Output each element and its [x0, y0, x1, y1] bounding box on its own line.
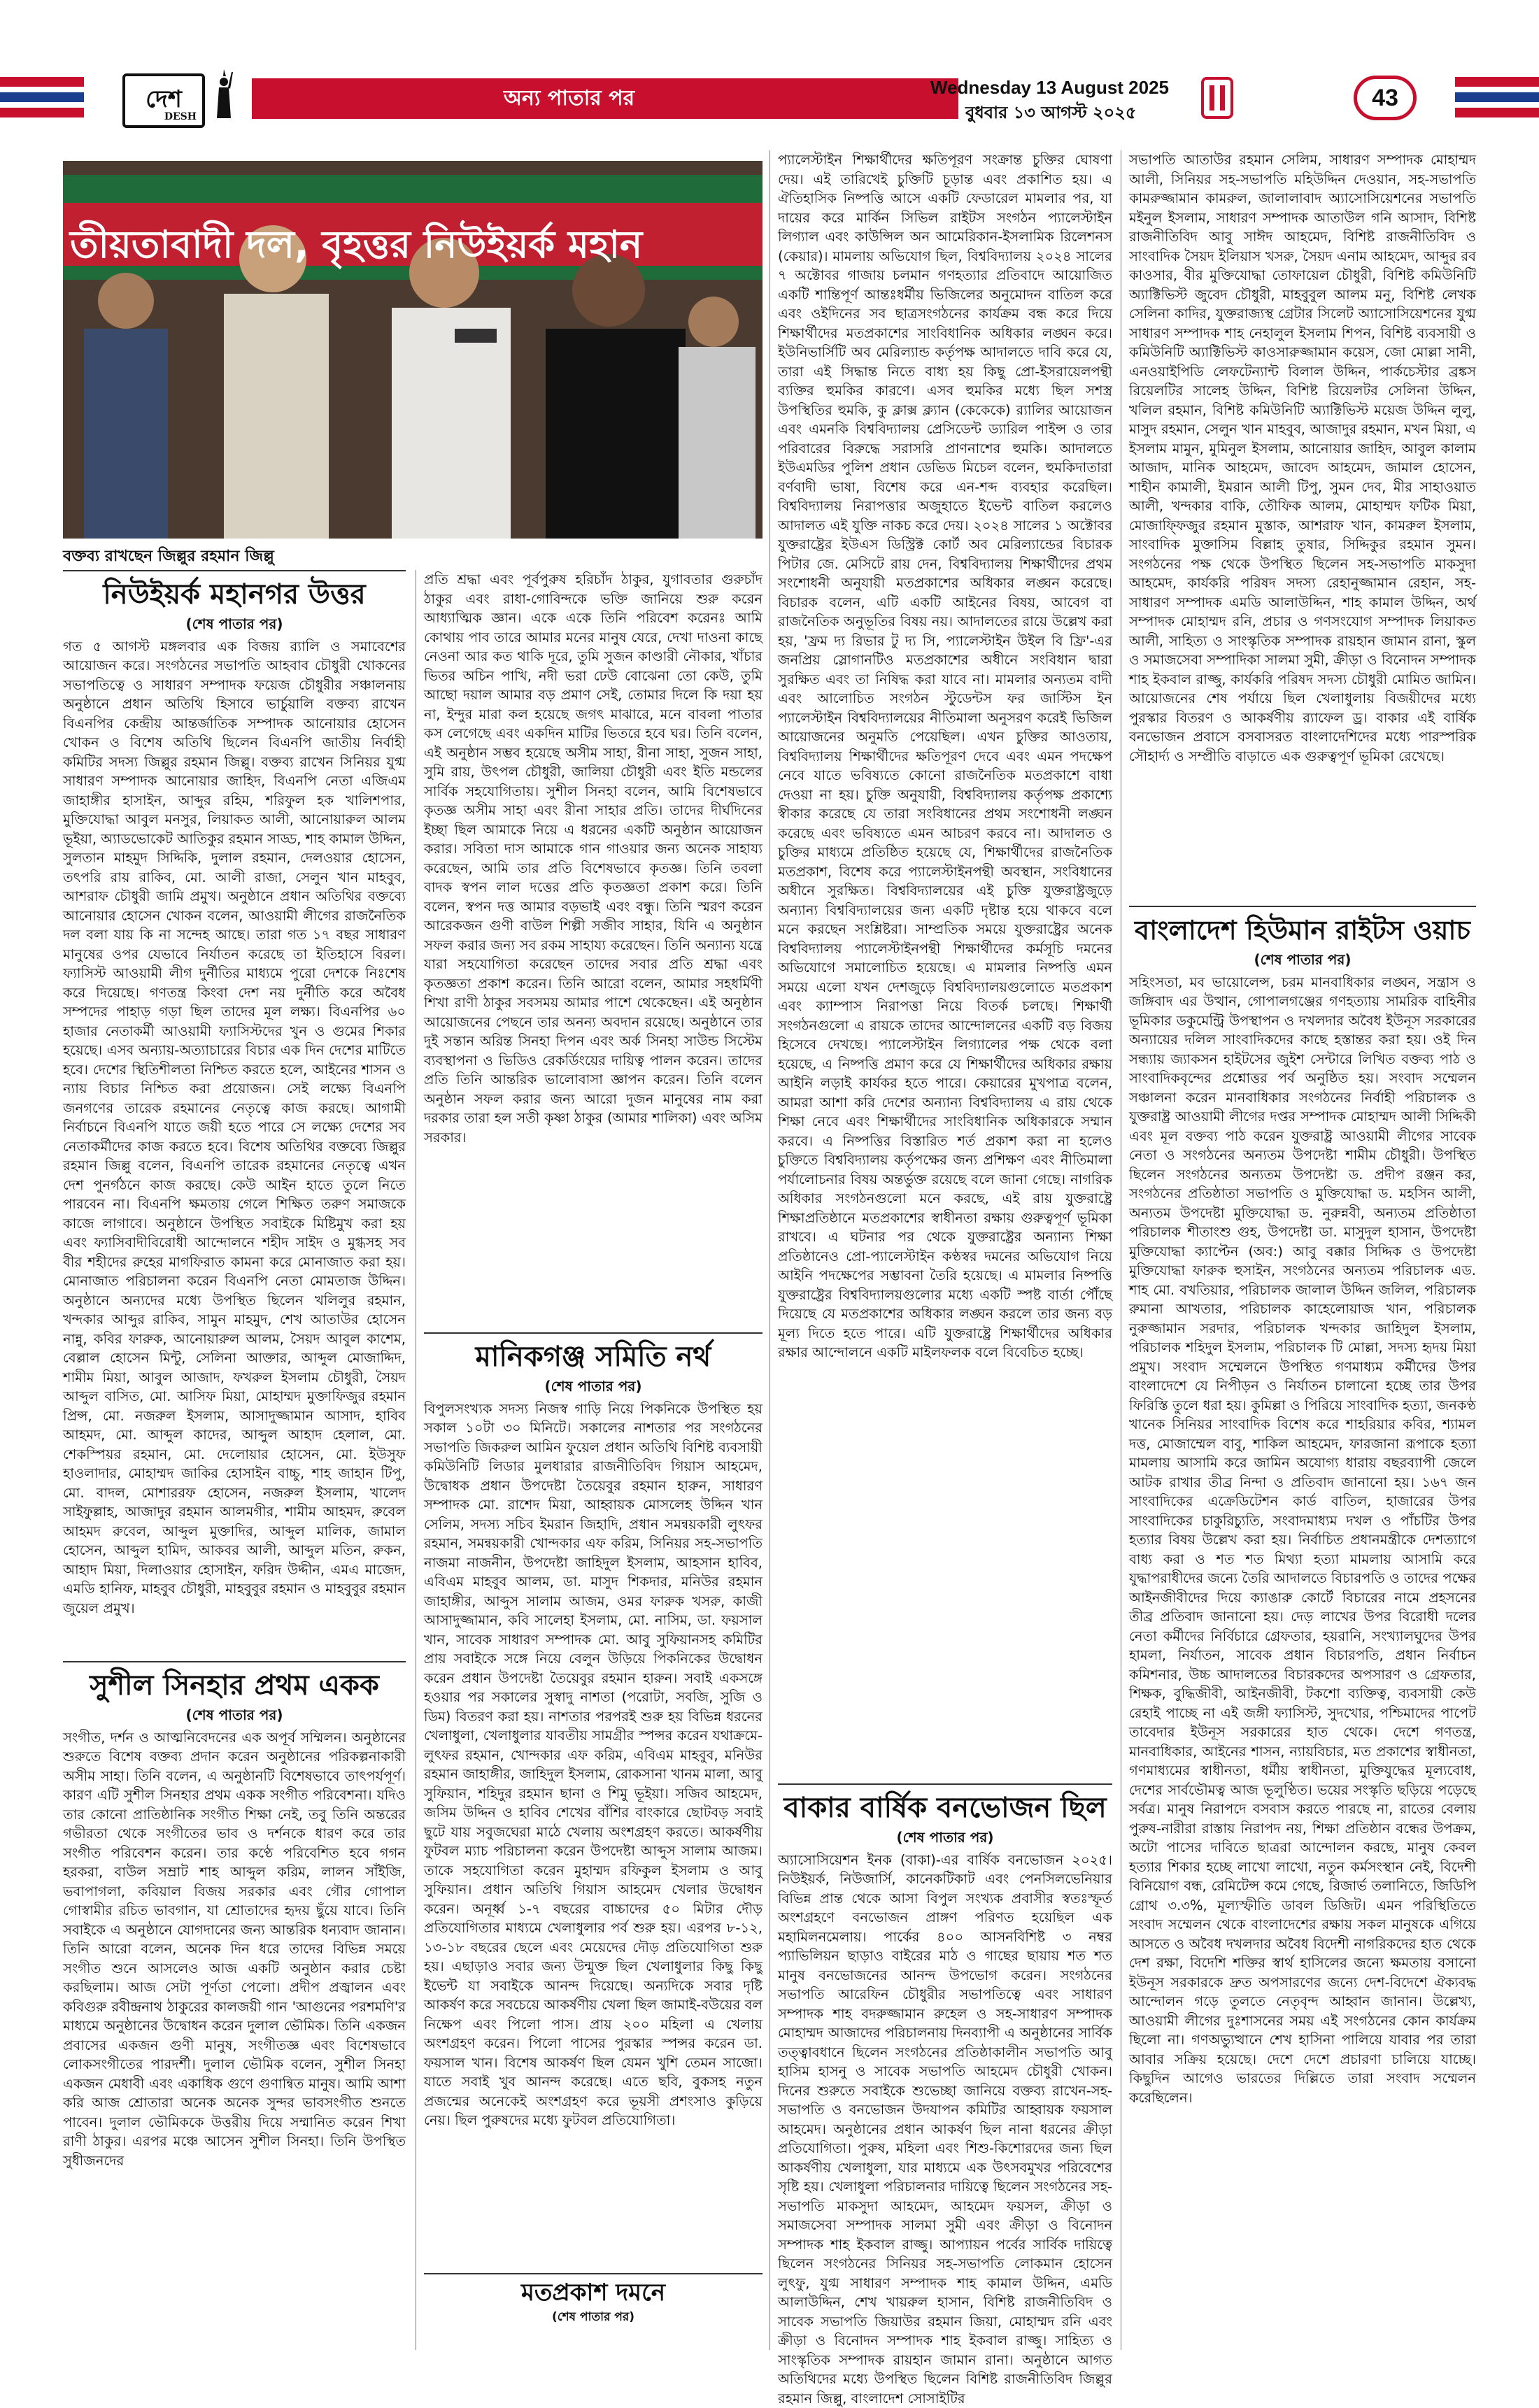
article-manikganj — [424, 1332, 763, 2266]
article-body: বিপুলসংখ্যক সদস্য নিজস্ব গাড়ি নিয়ে পিকনিকে উপস্থিত হয় সকাল ১০টা ৩০ মিনিটে। সকালের নাশতার পর সংগঠনের সভাপতি জিকরুল আমিন ফুয়েল প্রধান অতিথি বিশিষ্ট ব্যবসায়ী কমিউনিটি লিডার মুলধারার রাজনীতিবিদ গিয়াস আহমেদ, উদ্বোধক প্রধান উপদেষ্টা তৈয়েবুর রহমান হারুন, সাধারণ সম্পাদক মো. রাশেদ মিয়া, আহ্বায়ক মোসলেহ উদ্দিন খান সেলিম, সদস্য সচিব ইমরান জিহাদি, প্রধান সমন্বয়কারী লুৎফর রহমান, সমন্বয়কারী খোন্দকার এফ করিম, সিনিয়র সহ-সভাপতি নাজমা নাজনীন, উপদেষ্টা জাহিদুল ইসলাম, আহসান হাবিব, এবিএম মাহবুব আলম, ডা. মাসুদ শিকদার, মনিউর রহমান জাহাঙ্গীর, আব্দুস সালাম আজম, ওমর ফারুক খসরু, কাজী আসাদুজ্জামান, কবি সালেহা ইসলাম, মো. নাসিম, ডা. ফয়সাল খান, সাবেক সাধারণ সম্পাদক মো. আবু সুফিয়ানসহ কমিটির প্রায় সবাইকে সঙ্গে নিয়ে বেলুন উড়িয়ে পিকনিকের উদ্বোধন করেন প্রধান উপদেষ্টা তৈয়েবুর রহমান হারুন। সবাই একসঙ্গে হওয়ার পর সকালের সুস্বাদু নাশতা (পরোটা, সবজি, সুজি ও ডিম) বিতরণ করা হয়। নাশতার পরপরই শুরু হয় বিভিন্ন ধরনের খেলাধুলা, খেলাধুলার যাবতীয় সামগ্রীর স্পন্সর করেন যথাক্রমে-লুৎফর রহমান, খোন্দকার এফ করিম, এবিএম মাহবুব, মনিউর রহমান জাহাঙ্গীর, জাহিদুল ইসলাম, রোকসানা খানম মালা, আবু সুফিয়ান, শহিদুর রহমান ছানা ও শিমু ভূইয়া। সজিব আহমেদ, জসিম উদ্দিন ও হাবিব শেখের বাঁশির বাংকারে ছোটবড় সবাই ছুটে যায় সবুজঘেরা মাঠে খেলায় অংশগ্রহণ করতে। আকর্ষণীয় ফুটবল ম্যাচ পরিচালনা করেন উপদেষ্টা আব্দুস সালাম আজম। তাকে সহযোগিতা করেন মুহাম্মদ রফিকুল ইসলাম ও আবু সুফিয়ান। প্রধান অতিথি গিয়াস আহমেদ খেলার উদ্বোধন করেন। অনূর্ধ্ব ১-৭ বছরের বাচ্চাদের ৫০ মিটার দৌড় প্রতিযোগিতার মাধ্যমে খেলাধুলার পর্ব শুরু হয়। এরপর ৮-১২, ১৩-১৮ বছরের ছেলে এবং মেয়েদের দৌড় প্রতিযোগিতা শুরু হয়। এছাড়াও সবার জন্য উন্মুক্ত ছিল খেলাধুলার কিছু কিছু ইভেন্ট যা সবাইকে আনন্দ দিয়েছে। অন্যদিকে সবার দৃষ্টি আকর্ষণ করে সবচেয়ে আকর্ষণীয় খেলা ছিল জামাই-বউয়ের বল নিক্ষেপ এবং পিলো পাস। প্রায় ২০০ মহিলা এ খেলায় অংশগ্রহণ করেন। পিলো পাসের পুরস্কার স্পন্সর করেন ডা. ফয়সাল খান। বিশেষ আকর্ষণ ছিল যেমন খুশি তেমন সাজো। যাতে সবাই খুব আনন্দ করেছে। এতে ছবি, বুকসহ নতুন প্রজন্মের অনেকেই অংশগ্রহণ করে ভূয়সী প্রশংসাও কুড়িয়ে নেয়। ছিল পুরুষদের মধ্যে ফুটবল প্রতিযোগিতা। — [424, 1399, 763, 2130]
section-bar — [252, 78, 958, 119]
flag-emblem-icon — [1200, 76, 1235, 120]
article-subhead: (শেষ পাতার পর) — [63, 1706, 406, 1725]
photo-caption: বক্তব্য রাখছেন জিল্লুর রহমান জিল্লু — [63, 544, 274, 570]
article-ny-north — [63, 570, 406, 1654]
article-body: সহিংসতা, মব ভায়োলেন্স, চরম মানবাধিকার লঙ্ঘন, সন্ত্রাস ও জঙ্গিবাদ এর উত্থান, গোপালগঞ্জের গণহত্যায় সামরিক বাহিনীর ভূমিকার ডকুমেন্ট্রি উপস্থাপন ও দখলদার অবৈধ ইউনূস সরকারের অন্যায়ের দলিল সাংবাদিকদের কাছে হস্তান্তর করা হয়। ওই দিন সন্ধ্যায় জ্যাকসন হাইটসের জুইশ সেন্টারে লিখিত বক্তব্য পাঠ ও সাংবাদিকবৃন্দের প্রশ্নোত্তর পর্ব অনুষ্ঠিত হয়। সংবাদ সম্মেলন সঞ্চালনা করেন মানবাধিকার সংগঠনের নির্বাহী পরিচালক ও যুক্তরাষ্ট্র আওয়ামী লীগের দপ্তর সম্পাদক মোহাম্মদ আলী সিদ্দিকী এবং মূল বক্তব্য পাঠ করেন যুক্তরাষ্ট্র আওয়ামী লীগের সাবেক নেতা ও সংগঠনের অন্যতম উপদেষ্টা শামীম চৌধুরী। উপস্থিত ছিলেন সংগঠনের অন্যতম উপদেষ্টা ড. প্রদীপ রঞ্জন কর, সংগঠনের প্রতিষ্ঠাতা সভাপতি ও মুক্তিযোদ্ধা ড. মহসিন আলী, অন্যতম উপদেষ্টা মুক্তিযোদ্ধা ড. নুরুন্নবী, অন্যতম প্রতিষ্ঠাতা পরিচালক শীতাংশু গুহ, উপদেষ্টা ডা. মাসুদুল হাসান, উপদেষ্টা মুক্তিযোদ্ধা ক্যাপ্টেন (অব:) আবু বক্কার সিদ্দিক ও উপদেষ্টা মুক্তিযোদ্ধা ফারুক হুসাইন, সংগঠনের অন্যতম পরিচালক এড. শাহ মো. বখতিয়ার, পরিচালক জালাল উদ্দিন জলিল, পরিচালক রুমানা আখতার, পরিচালক কাহেলোয়াজ খান, পরিচালক নুরুজ্জামান সরদার, পরিচালক খন্দকার জাহিদুল ইসলাম, পরিচালক শহিদুল ইসলাম, পরিচালক টি মোল্লা, সদস্য হৃদয় মিয়া প্রমুখ। সংবাদ সম্মেলনে উপস্থিত গণমাধ্যম কর্মীদের উপর বাংলাদেশে যে নিপীড়ন ও নির্যাতন চালানো হচ্ছে তার উপর ফিরিস্তি তুলে ধরা হয়। কুমিল্লা ও পিরিয়ে সাংবাদিক হত্যা, জনকণ্ঠ খানেক সিনিয়র সাংবাদিক বিশেষ করে শাহরিয়ার কবির, শ্যামল দত্ত, মোজাম্মেল বাবু, শাকিল আহমেদ, ফারজানা রূপাকে হত্যা মামলায় আসামি করে জামিন অযোগ্য ধারায় বছরব্যাপী জেলে আটক রাখার তীব্র নিন্দা ও প্রতিবাদ জানানো হয়। ১৬৭ জন সাংবাদিকের এক্রেডিটেশন কার্ড বাতিল, হাজারের উপর সাংবাদিকের চাকুরিচ্যুতি, সংবাদমাধ্যম দখল ও পাঁচটির উপর হত্যার বিষয় উল্লেখ করা হয়। নির্বাচিত প্রধানমন্ত্রীকে দেশত্যাগে বাধ্য করা ও শত শত মিথ্যা হত্যা মামলায় আসামি করে যুদ্ধাপরাধীদের জন্যে তৈরি আদালতে বিচারপতি ও তাদের পক্ষের আইনজীবীদের দিয়ে ক্যাঙারু কোর্টে বিচারের নামে প্রহসনের তীব্র প্রতিবাদ জানানো হয়। দেড় লাখের উপর বিরোধী দলের নেতা কর্মীদের নির্বিচারে গ্রেফতার, হয়রানি, সংখ্যালঘুদের উপর হামলা, নির্যাতন, সাবেক প্রধান বিচারপতি, প্রধান নির্বাচন কমিশনার, উচ্চ আদালতের বিচারকদের অপসারণ ও গ্রেফতার, শিক্ষক, বুদ্ধিজীবী, আইনজীবী, টকশো ব্যক্তিত্ব, ব্যবসায়ী কেউ রেহাই পাচ্ছে না এই জঙ্গী ফ্যাসিস্ট, সুদখোর, পশ্চিমাদের পাপেট তাবেদার ইউনূস সরকারের হাত থেকে। দেশে গণতন্ত্র, মানবাধিকার, আইনের শাসন, ন্যায়বিচার, মত প্রকাশের স্বাধীনতা, গণমাধ্যমের স্বাধীনতা, ধর্মীয় স্বাধীনতা, মুক্তিযুদ্ধের মূল্যবোধ, দেশের সার্বভৌমত্ব আজ ভূলুণ্ঠিত। ভয়ের সংস্কৃতি ছড়িয়ে পড়েছে সর্বত্র। মানুষ নিরাপদে বসবাস করতে পারছে না, রাতের বেলায় পুরুষ-নারীরা রাস্তায় নিরাপদ নয়, শিক্ষা প্রতিষ্ঠান বন্ধের উপক্রম, অটো পাসের দাবিতে ছাত্ররা আন্দোলন করছে, মানুষ কেবল হত্যার শিকার হচ্ছে লাখো লাখো, নতুন কর্মসংস্থান নেই, বিদেশী বিনিয়োগ বন্ধ, রেমিটেন্স কমে গেছে, রিজার্ভ তলানিতে, জিডিপি গ্রোথ ৩.৩%, মূল্যস্ফীতি ডাবল ডিজিট। এমন পরিস্থিতিতে সংবাদ সম্মেলন থেকে বাংলাদেশের রক্ষায় সকল মানুষকে এগিয়ে আসতে ও অবৈধ দখলদার অবৈধ বিদেশী নাগরিকদের হাত থেকে দেশ রক্ষা, বিদেশি শক্তির স্বার্থ হাসিলের জন্যে ক্ষমতায় বসানো ইউনূস সরকারকে দ্রুত অপসারণের জন্যে দেশ-বিদেশে ঐক্যবদ্ধ আন্দোলন গড়ে তুলতে নেতৃবৃন্দ আহ্বান জানান। উল্লেখ্য, আওয়ামী লীগের দুঃশাসনের সময় এই সংগঠনের কোন কার্যক্রম ছিলো না। গণঅভ্যুত্থানে শেখ হাসিনা পালিয়ে যাবার পর তারা আবার সক্রিয় হয়েছে। দেশে দেশে প্রচারণা চালিয়ে যাচ্ছে। কিছুদিন আগেও ভারতের দিল্লিতে তারা সংবাদ সম্মেলন করেছিলেন। — [1129, 973, 1476, 2108]
date-bangla: বুধবার ১৩ আগস্ট ২০২৫ — [965, 100, 1136, 128]
article-body: সংগীত, দর্শন ও আত্মনিবেদনের এক অপূর্ব সম্মিলন। অনুষ্ঠানের শুরুতে বিশেষ বক্তব্য প্রদান করেন অনুষ্ঠানের পরিকল্পনাকারী অসীম সাহা। তিনি বলেন, এ অনুষ্ঠানটি বিশেষভাবে তাৎপর্যপূর্ণ। কারণ এটি সুশীল সিনহার প্রথম একক সংগীত পরিবেশনা। যদিও তার কোনো প্রাতিষ্ঠানিক সংগীত শিক্ষা নেই, তবু তিনি অন্তরের গভীরতা থেকে সংগীতের ভাব ও দর্শনকে ধারণ করে তার সংগীত পরিবেশন করেন। তার কণ্ঠে পরিবেশিত হবে গগন হরকরা, বাউল সম্রাট শাহ আব্দুল করিম, লালন সাঁইজি, ভবাপাগলা, কবিয়াল বিজয় সরকার এবং গৌর গোপাল গোস্বামীর রচিত ভাবগান, যা শ্রোতাদের হৃদয় ছুঁয়ে যাবে। তিনি সবাইকে এ অনুষ্ঠানে যোগদানের জন্য আন্তরিক ধন্যবাদ জানান। তিনি আরো বলেন, অনেক দিন ধরে তাদের বিভিন্ন সময়ে সংগীত শুনে আসলেও আজ একটি অনুষ্ঠান করার চেষ্টা করছিলাম। আজ সেটা পূর্ণতা পেলো। প্রদীপ প্রজ্বালন এবং কবিগুরু রবীন্দ্রনাথ ঠাকুরের কালজয়ী গান 'আগুনের পরশমণি'র মাধ্যমে অনুষ্ঠানের উদ্বোধন করেন দুলাল ভৌমিক। তিনি একজন প্রবাসের একজন গুণী মানুষ, সংগীতজ্ঞ এবং বিশেষভাবে লোকসংগীতের পারদর্শী। দুলাল ভৌমিক বলেন, সুশীল সিনহা একজন মেধাবী এবং একাধিক গুণে গুণান্বিত মানুষ। আমি আশা করি আজ শ্রোতারা অনেক অনেক সুন্দর ভাবসংগীত শুনতে পাবেন। দুলাল ভৌমিককে উত্তরীয় দিয়ে সম্মানিত করেন শিখা রাণী ঠাকুর। এরপর মঞ্চে আসেন সুশীল সিনহা। তিনি উপস্থিত সুধীজনদের — [63, 1728, 406, 2171]
article-body: সভাপতি আতাউর রহমান সেলিম, সাধারণ সম্পাদক মোহাম্মদ আলী, সিনিয়র সহ-সভাপতি মহিউদ্দিন দেওয়ান, সহ-সভাপতি কামরুজ্জামান কামরুল, জালালাবাদ অ্যাসোসিয়েশনের সভাপতি মইনুল ইসলাম, সাধারণ সম্পাদক আতাউল গনি আসাদ, বিশিষ্ট রাজনীতিবিদ আবু সাঈদ আহমেদ, বিশিষ্ট রাজনীতিবিদ ও সাংবাদিক সৈয়দ ইলিয়াস খসরু, সৈয়দ এনাম আহমেদ, আব্দুর রব কাওসার, বীর মুক্তিযোদ্ধা তোফায়েল চৌধুরী, বিশিষ্ট কমিউনিটি অ্যাক্টিভিস্ট জুবেদ চৌধুরী, মাহবুবুল আলম মনু, বিশিষ্ট লেখক সেলিনা কাদির, যুক্তরাজ্যস্থ গ্রেটার সিলেট অ্যাসোসিয়েশনের যুগ্ম সাধারণ সম্পাদক শাহ নেহালুল ইসলাম শিপন, বিশিষ্ট ব্যবসায়ী ও কমিউনিটি অ্যাক্টিভিস্ট কাওসারুজ্জামান কয়েস, জো মোল্লা সানী, এনওয়াইপিডি লেফটেন্যান্ট বিলাল উদ্দিন, পার্কচেস্টার ব্রঙ্কস রিয়েলটির সালেহ উদ্দিন, বিশিষ্ট রিয়েলটর সেলিনা উদ্দিন, খলিল রহমান, বিশিষ্ট কমিউনিটি অ্যাক্টিভিস্ট ময়েজ উদ্দিন লুলু, মাসুদ রহমান, সেলুন খান মাহবুব, আজাদুর রহমান, মখন মিয়া, এ ইসলাম মামুন, মুমিনুল ইসলাম, আনোয়ার জাহিদ, আবুল কালাম আজাদ, মানিক আহমেদ, জাবেদ আহমেদ, জামাল হোসেন, শাহীন কামালী, ইমরান আলী টিপু, সুমন দেব, মীর সাহাওয়াত আলী, খন্দকার বাকি, তৌফিক আলম, মোহাম্মদ ফটিক মিয়া, মোজাফ্ফিজুর রহমান মুস্তাক, আশরাফ খান, কামরুল ইসলাম, সাংবাদিক মুক্তাসিম বিল্লাহ তুষার, সিদ্দিকুর রহমান সুমন। সংগঠনের পক্ষ থেকে উপস্থিত ছিলেন সহ-সভাপতি মাকসুদা আহমেদ, কার্যকরি পরিষদ সদস্য রেহানুজ্জামান রেহান, সহ-সাধারণ সম্পাদক এমডি আলাউদ্দিন, শাহ কামাল উদ্দিন, অর্থ সম্পাদক মোহাম্মদ রনি, প্রচার ও গণসংযোগ সম্পাদক লিয়াকত আলী, সাহিত্য ও সাংস্কৃতিক সম্পাদক রায়হান জামান রানা, স্কুল ও সমাজসেবা সম্পাদিকা সালমা সুমী, ক্রীড়া ও বিনোদন সম্পাদক শাহ ইকবাল রাজ্জু, কার্যকরি পরিষদ সদস্য চৌধুরী মোমিত জামিন। আয়োজনের শেষ পর্যায়ে ছিল খেলাধুলায় বিজয়ীদের মধ্যে পুরস্কার বিতরণ ও আকর্ষণীয় র‍্যাফেল ড্র। বাকার এই বার্ষিক বনভোজন প্রবাসে বসবাসরত বাংলাদেশিদের মধ্যে পারস্পরিক সৌহার্দ্য ও সম্প্রীতি বাড়াতে এক গুরুত্বপূর্ণ ভূমিকা রেখেছে। — [1129, 150, 1476, 766]
rule — [63, 570, 406, 571]
article-subhead: (শেষ পাতার পর) — [63, 615, 406, 634]
article-title: মতপ্রকাশ দমনে — [424, 2277, 763, 2308]
article-title: বাংলাদেশ হিউমান রাইটস ওয়াচ — [1129, 910, 1476, 950]
article-sushil-cont — [424, 570, 763, 1325]
rule — [778, 1783, 1112, 1785]
article-motoprokash — [424, 2273, 763, 2350]
article-title: বাকার বার্ষিক বনভোজন ছিল — [778, 1788, 1112, 1828]
article-bakar — [778, 1783, 1112, 2350]
event-photo — [63, 161, 763, 539]
article-body: গত ৫ আগস্ট মঙ্গলবার এক বিজয় র‍্যালি ও সমাবেশের আয়োজন করে। সংগঠনের সভাপতি আহবাব চৌধুরী খোকনের সভাপতিত্বে ও সাধারণ সম্পাদক ফয়েজ চৌধুরীর সঞ্চালনায় অনুষ্ঠানে প্রধান অতিথি হিসাবে ভার্চুয়ালি বক্তব্য রাখেন বিএনপির কেন্দ্রীয় আন্তর্জাতিক সম্পাদক আনোয়ার হোসেন খোকন ও বিশেষ অতিথি ছিলেন বিএনপি জাতীয় নির্বাহী কমিটির সদস্য জিল্লুর রহমান জিল্লু। বক্তব্য রাখেন সিনিয়র যুগ্ম সাধারণ সম্পাদক আনোয়ার জাহিদ, বিএনপি নেতা এজিএম জাহাঙ্গীর হাসাইন, আব্দুর রহিম, শরিফুল হক খালিশপার, মুক্তিযোদ্ধা আবুল মনসুর, লিয়াকত আলী, আনোয়ারুল আলম ভূইয়া, অ্যাডভোকেট আতিকুর রহমান সাড্ড, শাহ কামাল উদ্দিন, সুলতান মাহমুদ সিদ্দিকি, দুলাল রহমান, দেলওয়ার হোসেন, তৎপরি রায় রাকিব, মো. আলী রাজা, সেলুন খান মাহবুব, আশরাফ চৌধুরী জামি প্রমুখ। অনুষ্ঠানে প্রধান অতিথির বক্তব্যে আনোয়ার হোসেন খোকন বলেন, আওয়ামী লীগের রাজনৈতিক দল বলা যায় কি না সন্দেহ আছে। তারা গত ১৭ বছর সাধারণ মানুষের ওপর যেভাবে নির্যাতন করেছে তা ইতিহাসে বিরল। ফ্যাসিস্ট আওয়ামী লীগ দুর্নীতির মাধ্যমে পুরো দেশকে নিঃশেষ করে দিয়েছে। গণতন্ত্র কিংবা দেশ নয় দুর্নীতি করে অবৈধ সম্পদের পাহাড় গড়া ছিল তাদের মূল লক্ষ্য। বিএনপির ৬০ হাজার নেতাকর্মী আওয়ামী ফ্যাসিস্টদের খুন ও গুমের শিকার হয়েছে। এসব অন্যায়-অত্যাচারের বিচার এক দিন দেশের মাটিতে হবে। দেশের স্থিতিশীলতা নিশ্চিত করতে হলে, আইনের শাসন ও ন্যায় বিচার নিশ্চিত করা প্রয়োজন। সেই লক্ষ্যে বিএনপি জনগণের তারেক রহমানের নেতৃত্বে কাজ করছে। আগামী নির্বাচনে বিএনপি যাতে জয়ী হতে পারে সে লক্ষ্যে দেশের সব নেতাকর্মীদের কাজ করতে হবে। বিশেষ অতিথির বক্তব্যে জিল্লুর রহমান জিল্লু বলেন, বিএনপি তারেক রহমানের নেতৃত্বে এখন দেশ পুনর্গঠনে কাজ করছে। কেউ আইন হাতে তুলে নিতে পারবেন না। বিএনপি ক্ষমতায় গেলে শিক্ষিত তরুণ সমাজকে কাজে লাগাবে। অনুষ্ঠানে উপস্থিত সবাইকে মিষ্টিমুখ করা হয় এবং ফ্যাসিবাদীবিরোধী আন্দোলনে শহীদ সাইদ ও মুগ্ধসহ সব বীর শহীদের রুহের মাগফিরাত কামনা করে মোনাজাত করা হয়। মোনাজাত পরিচালনা করেন বিএনপি নেতা মোমতাজ উদ্দিন। অনুষ্ঠানে অন্যদের মধ্যে উপস্থিত ছিলেন খলিলুর রহমান, খন্দকার আব্দুর রাকিব, সামুন মাহমুদ, শেখ আতাউর হোসেন নান্নু, কবির ফারুক, আনোয়ারুল আলম, সৈয়দ আবুল কাশেম, বেল্লাল হোসেন মিন্টু, সেলিনা আক্তার, আব্দুল মোজাদ্দিদ, শামীম মিয়া, আবুল আজাদ, ফখরুল ইসলাম চৌধুরী, সৈয়দ আব্দুল বাসিত, মো. আসিফ মিয়া, মোহাম্মদ মুক্তাফিজুর রহমান প্রিন্স, মো. নজরুল ইসলাম, আসাদুজ্জামান আসাদ, হাবিব আহমদ, মো. আব্দুল কাদের, আব্দুল আহাদ হেলাল, মো. শেকস্পিয়র রহমান, মো. দেলোয়ার হোসেন, মো. ইউসুফ হাওলাদার, মোহাম্মদ জাকির হোসাইন বাচ্চু, শাহ জাহান টিপু, মো. বাদল, মোশাররফ হোসেন, নজরুল ইসলাম, খালেদ সাইফুল্লাহ, আজাদুর রহমান আলমগীর, শামীম আহমদ, রুবেল আহমদ রুবেল, আব্দুল মুক্তাদির, আব্দুল মালিক, জামাল হোসেন, আব্দুল হামিদ, আকবর আলী, আব্দুল মতিন, রুকন, আহাদ মিয়া, দিলাওয়ার হোসাইন, ফরিদ উদ্দীন, এমএ মাজেদ, এমডি হানিফ, মাহবুব চৌধুরী, মাহবুবুর রহমান ও মাহবুবুর রহমান জুয়েল প্রমুখ। — [63, 637, 406, 1618]
article-subhead: (শেষ পাতার পর) — [424, 2308, 763, 2328]
article-subhead: (শেষ পাতার পর) — [1129, 950, 1476, 970]
article-title: নিউইয়র্ক মহানগর উত্তর — [63, 574, 406, 615]
article-subhead: (শেষ পাতার পর) — [424, 1377, 763, 1397]
logo-text: দেশ — [146, 81, 182, 121]
date-english: Wednesday 13 August 2025 — [930, 77, 1169, 99]
photo-banner-text: তীয়তাবাদী দল, বৃহত্তর নিউইয়র্ক মহান — [70, 215, 642, 278]
statue-of-liberty-icon — [206, 66, 241, 122]
masthead-stripes-left — [0, 77, 84, 126]
article-body: প্যালেস্টাইন শিক্ষার্থীদের ক্ষতিপূরণ সংক্রান্ত চুক্তির ঘোষণা দেয়। এই তারিখেই চুক্তিটি চূড়ান্ত এবং প্রকাশিত হয়। এ ঐতিহাসিক নিষ্পত্তি আসে একটি ফেডারেল মামলার পর, যা দায়ের করে মার্কিন সিভিল রাইটস সংগঠন প্যালেস্টাইন লিগ্যাল এবং কাউন্সিল অন আমেরিকান-ইসলামিক রিলেশনস (কেয়ার)। মামলায় অভিযোগ ছিল, বিশ্ববিদ্যালয় ২০২৪ সালের ৭ অক্টোবর গাজায় চলমান গণহত্যার প্রতিবাদে আয়োজিত একটি শান্তিপূর্ণ আন্তঃধর্মীয় ভিজিলের অনুমোদন বাতিল করে এবং ওইদিনের সব ছাত্রসংগঠনের কার্যক্রম বন্ধ করে দিয়ে শিক্ষার্থীদের মতপ্রকাশের সাংবিধানিক অধিকার লঙ্ঘন করে। ইউনিভার্সিটি অব মেরিল্যান্ড কর্তৃপক্ষ আদালতে দাবি করে যে, তারা এই সিদ্ধান্ত নিতে বাধ্য হয় কিছু প্রো-ইসরায়েলপন্থী ব্যক্তির হুমকির কারণে। এসব হুমকির মধ্যে ছিল সশস্ত্র উপস্থিতির হুমকি, কু ক্লাক্স ক্ল্যান (কেকেকে) র‍্যালির আয়োজন এবং এমনকি বিশ্ববিদ্যালয় প্রেসিডেন্ট ড্যারিল পাইন্স ও তার পরিবারের বিরুদ্ধে সরাসরি প্রাণনাশের হুমকি। আদালতে ইউএমডির পুলিশ প্রধান ডেভিড মিচেল বলেন, হুমকিদাতারা বর্ণবাদী ভাষা, বিশেষ করে এন-শব্দ ব্যবহার করেছিল। বিশ্ববিদ্যালয় নিরাপত্তার অজুহাতে ইভেন্ট বাতিল করলেও আদালত এই যুক্তি নাকচ করে দেয়। ২০২৪ সালের ১ অক্টোবর যুক্তরাষ্ট্রের ইউএস ডিস্ট্রিক্ট কোর্ট অব মেরিল্যান্ডের বিচারক পিটার জে. মেসিটে রায় দেন, বিশ্ববিদ্যালয় শিক্ষার্থীদের প্রথম সংশোধনী অনুযায়ী মতপ্রকাশের অধিকার লঙ্ঘন করেছে। বিচারক বলেন, এটি একটি আইনের বিষয়, আবেগ বা রাজনৈতিক অনুভূতির বিষয় নয়। আদালতের রায়ে উল্লেখ করা হয়, 'ফ্রম দ্য রিভার টু দ্য সি, প্যালেস্টাইন উইল বি ফ্রি'-এর জনপ্রিয় স্লোগানটিও মতপ্রকাশের অধীনে সংবিধান দ্বারা সুরক্ষিত এবং তা নিষিদ্ধ করা যাবে না। মামলার অন্যতম বাদী এবং আলোচিত সংগঠন স্টুডেন্টস ফর জাস্টিস ইন প্যালেস্টাইন বিশ্ববিদ্যালয়ের নীতিমালা অনুসরণ করেই ভিজিল আয়োজনের অনুমতি পেয়েছিল। এখন চুক্তির আওতায়, বিশ্ববিদ্যালয় শিক্ষার্থীদের ক্ষতিপূরণ দেবে এবং এমন পদক্ষেপ নেবে যাতে ভবিষ্যতে কোনো রাজনৈতিক মতপ্রকাশে বাধা দেওয়া না হয়। চুক্তি অনুযায়ী, বিশ্ববিদ্যালয় কর্তৃপক্ষ প্রকাশ্যে স্বীকার করেছে যে তারা সংবিধানের প্রথম সংশোধনী লঙ্ঘন করেছে এবং ভবিষ্যতে এমন আচরণ করবে না। আদালত ও চুক্তির মাধ্যমে প্রতিষ্ঠিত হয়েছে যে, শিক্ষার্থীদের রাজনৈতিক মতপ্রকাশ, বিশেষ করে প্যালেস্টাইনপন্থী অবস্থান, সংবিধানের অধীনে সুরক্ষিত। বিশ্ববিদ্যালয়ের এই চুক্তি যুক্তরাষ্ট্রজুড়ে অন্যান্য বিশ্ববিদ্যালয়ের জন্য একটি দৃষ্টান্ত হয়ে থাকবে বলে মনে করছেন সংশ্লিষ্টরা। সাম্প্রতিক সময়ে যুক্তরাষ্ট্রের অনেক বিশ্ববিদ্যালয় প্যালেস্টাইনপন্থী শিক্ষার্থীদের কর্মসূচি দমনের অভিযোগে সমালোচিত হয়েছে। এ মামলার নিষ্পত্তি এমন সময়ে এলো যখন দেশজুড়ে বিশ্ববিদ্যালয়গুলোতে মতপ্রকাশ এবং ক্যাম্পাস নিরাপত্তা নিয়ে বিতর্ক চলছে। শিক্ষার্থী সংগঠনগুলো এ রায়কে তাদের আন্দোলনের একটি বড় বিজয় হিসেবে দেখছে। প্যালেস্টাইন লিগ্যালের পক্ষ থেকে বলা হয়েছে, এ নিষ্পত্তি প্রমাণ করে যে শিক্ষার্থীদের অধিকার রক্ষায় আইনি লড়াই কার্যকর হতে পারে। কেয়ারের মুখপাত্র বলেন, আমরা আশা করি দেশের অন্যান্য বিশ্ববিদ্যালয় এ রায় থেকে শিক্ষা নেবে এবং শিক্ষার্থীদের সাংবিধানিক অধিকারকে সম্মান করবে। এ নিষ্পত্তির বিস্তারিত শর্ত প্রকাশ করা না হলেও চুক্তিতে বিশ্ববিদ্যালয় কর্তৃপক্ষের জন্য প্রশিক্ষণ এবং নীতিমালা পর্যালোচনার বিষয় অন্তর্ভুক্ত রয়েছে বলে জানা গেছে। নাগরিক অধিকার সংগঠনগুলো মনে করছে, এই রায় যুক্তরাষ্ট্রে শিক্ষাপ্রতিষ্ঠানে মতপ্রকাশের স্বাধীনতা রক্ষায় গুরুত্বপূর্ণ ভূমিকা রাখবে। এ ঘটনার পর থেকে যুক্তরাষ্ট্রের অন্যান্য শিক্ষা প্রতিষ্ঠানেও প্রো-প্যালেস্টাইন কণ্ঠস্বর দমনের অভিযোগ নিয়ে আইনি পদক্ষেপের সম্ভাবনা তৈরি হয়েছে। এ মামলার নিষ্পত্তি যুক্তরাষ্ট্রের বিশ্ববিদ্যালয়গুলোর মধ্যে একটি স্পষ্ট বার্তা পৌঁছে দিয়েছে যে মতপ্রকাশের অধিকার লঙ্ঘন করলে তার জন্য বড় মূল্য দিতে হতে পারে। এটি যুক্তরাষ্ট্রে শিক্ষার্থীদের অধিকার রক্ষার আন্দোলনে একটি মাইলফলক বলে বিবেচিত হচ্ছে। — [778, 150, 1112, 1362]
article-title: সুশীল সিনহার প্রথম একক — [63, 1665, 406, 1706]
rule — [424, 2273, 763, 2274]
article-hrw — [1129, 906, 1476, 2350]
article-sushil — [63, 1661, 406, 2350]
article-title: মানিকগঞ্জ সমিতি নর্থ — [424, 1337, 763, 1377]
logo-subtext: DESH — [164, 111, 197, 122]
article-subhead: (শেষ পাতার পর) — [778, 1828, 1112, 1848]
section-title: অন্য পাতার পর — [504, 81, 634, 117]
rule — [424, 1332, 763, 1334]
masthead-stripes-right — [1455, 77, 1539, 126]
desh-logo[interactable] — [122, 73, 205, 128]
article-bakar-cont — [1129, 150, 1476, 899]
page-number-badge: 43 — [1354, 76, 1417, 120]
article-motoprokash-cont — [778, 150, 1112, 1776]
rule — [1129, 906, 1476, 907]
masthead — [0, 0, 1539, 126]
rule — [63, 1661, 406, 1662]
article-body: অ্যাসোসিয়েশন ইনক (বাকা)-এর বার্ষিক বনভোজন ২০২৫। নিউইয়র্ক, নিউজার্সি, কানেকটিকাট এবং পেনসিলভেনিয়ার বিভিন্ন প্রান্ত থেকে আসা বিপুল সংখ্যক প্রবাসীর স্বতঃস্ফূর্ত অংশগ্রহণে বনভোজন প্রাঙ্গণ পরিণত হয়েছিল এক মহামিলনমেলায়। পার্কের ৪০০ আসনবিশিষ্ট ৩ নম্বর প্যাভিলিয়ন ছাড়াও বাইরের মাঠ ও গাছের ছায়ায় শত শত মানুষ বনভোজনের আনন্দ উপভোগ করেন। সংগঠনের সভাপতি আরেফিন চৌধুরীর সভাপতিত্বে এবং সাধারণ সম্পাদক শাহ বদরুজ্জামান রুহেল ও সহ-সাধারণ সম্পাদক মোহাম্মদ আজাদের পরিচালনায় দিনব্যাপী এ অনুষ্ঠানের সার্বিক তত্ত্বাবধানে ছিলেন সংগঠনের প্রতিষ্ঠাকালীন সভাপতি আবু হাসিম হাসনু ও সাবেক সভাপতি আহমেদ চৌধুরী খোকন। দিনের শুরুতে সবাইকে শুভেচ্ছা জানিয়ে বক্তব্য রাখেন-সহ-সভাপতি ও বনভোজন উদযাপন কমিটির আহ্বায়ক ফয়সাল আহমেদ। অনুষ্ঠানের প্রধান আকর্ষণ ছিল নানা ধরনের ক্রীড়া প্রতিযোগিতা। পুরুষ, মহিলা এবং শিশু-কিশোরদের জন্য ছিল আকর্ষণীয় খেলাধুলা, যার মাধ্যমে এক উৎসবমুখর পরিবেশের সৃষ্টি হয়। খেলাধুলা পরিচালনার দায়িত্বে ছিলেন সংগঠনের সহ-সভাপতি মাকসুদা আহমেদ, আহমেদ ফয়সল, ক্রীড়া ও সমাজসেবা সম্পাদক সালমা সুমী এবং ক্রীড়া ও বিনোদন সম্পাদক শাহ ইকবাল রাজ্জু। আপ্যায়ন পর্বের সার্বিক দায়িত্বে ছিলেন সংগঠনের সিনিয়র সহ-সভাপতি লোকমান হোসেন লুৎফু, যুগ্ম সাধারণ সম্পাদক শাহ কামাল উদ্দিন, এমডি আলাউদ্দিন, শেখ খায়রুল হাসান, বিশিষ্ট রাজনীতিবিদ ও সাবেক সভাপতি জিয়াউর রহমান জিয়া, মোহাম্মদ রনি এবং ক্রীড়া ও বিনোদন সম্পাদক শাহ ইকবাল রাজ্জু। সাহিত্য ও সাংস্কৃতিক সম্পাদক রায়হান জামান রানা। অনুষ্ঠানে আগত অতিথিদের মধ্যে উপস্থিত ছিলেন বিশিষ্ট রাজনীতিবিদ জিল্লুর রহমান জিল্লু, বাংলাদেশ সোসাইটির — [778, 1851, 1112, 2408]
article-body: প্রতি শ্রদ্ধা এবং পূর্বপুরুষ হরিচাঁদ ঠাকুর, যুগাবতার গুরুচাঁদ ঠাকুর এবং রাধা-গোবিন্দকে ভক্তি জানিয়ে শুরু করেন আধ্যাত্মিক জ্ঞান। একে একে তিনি পরিবেশ করেনঃ আমি কোথায় পাব তারে আমার মনের মানুষ যেরে, দেখা দাওনা কাছে নেওনা আর কত থাকি দূরে, তুমি সুজন কাণ্ডারী নৌকার, খাঁচার ভিতর অচিন পাখি, নদী ভরা ঢেউ বোঝেনা তো কেউ, তুমি আছো দয়াল আমার বড় প্রমাণ সেই, তোমার দিলে কি দয়া হয় না, ইন্দুর মারা কল হয়েছে জগৎ মাঝারে, মনে বাবলা পাতার কস লেগেছে এবং একদিন মাটির ভিতরে হবে ঘর। তিনি বলেন, এই অনুষ্ঠান সম্ভব হয়েছে অসীম সাহা, রীনা সাহা, সুজন সাহা, সুমি রায়, উৎপল চৌধুরী, জালিয়া চৌধুরী এবং ইতি মন্ডলের সার্বিক সহযোগিতায়। সুশীল সিনহা বলেন, আমি বিশেষভাবে কৃতজ্ঞ অসীম সাহা এবং রীনা সাহার প্রতি। তাদের দীর্ঘদিনের ইচ্ছা ছিল আমাকে নিয়ে এ ধরনের একটি অনুষ্ঠান আয়োজন করার। সবিতা দাস আমাকে গান গাওয়ার জন্য অনেক সাহায্য করেছেন, আমি তার প্রতি বিশেষভাবে কৃতজ্ঞ। তিনি তবলা বাদক স্বপন লাল দত্তের প্রতি কৃতজ্ঞতা প্রকাশ করে। তিনি বলেন, স্বপন দত্ত আমার বড়ভাই এবং বন্ধু। তিনি স্মরণ করেন আরেকজন গুণী বাউল শিল্পী সজীব সাহার, যিনি এ অনুষ্ঠান সফল করার জন্য সব রকম সাহায্য করেছেন। তিনি অন্যান্য যন্ত্রে যারা সহযোগিতা করেছেন তাদের সবার প্রতি শ্রদ্ধা এবং কৃতজ্ঞতা প্রকাশ করেন। তিনি আরো বলেন, আমার সহধর্মিণী শিখা রাণী ঠাকুর সবসময় আমার পাশে থেকেছেন। এই অনুষ্ঠান আয়োজনের পেছনে তার অনন্য অবদান রয়েছে। অনুষ্ঠানে তার দুই সন্তান অরিন্ত সিনহা দিপন এবং অর্ক সিনহা সাউন্ড সিস্টেম ব্যবস্থাপনা ও ভিডিও রেকর্ডিংয়ের দায়িত্ব পালন করেন। তাদের প্রতি তিনি আন্তরিক ভালোবাসা জ্ঞাপন করেন। তিনি বলেন অনুষ্ঠান সফল করার জন্য আরো দুজন মানুষের নাম করা দরকার তারা হল সতী কৃষ্ণা ঠাকুর (আমার শালিকা) এবং অসিম সরকার। — [424, 570, 763, 1147]
